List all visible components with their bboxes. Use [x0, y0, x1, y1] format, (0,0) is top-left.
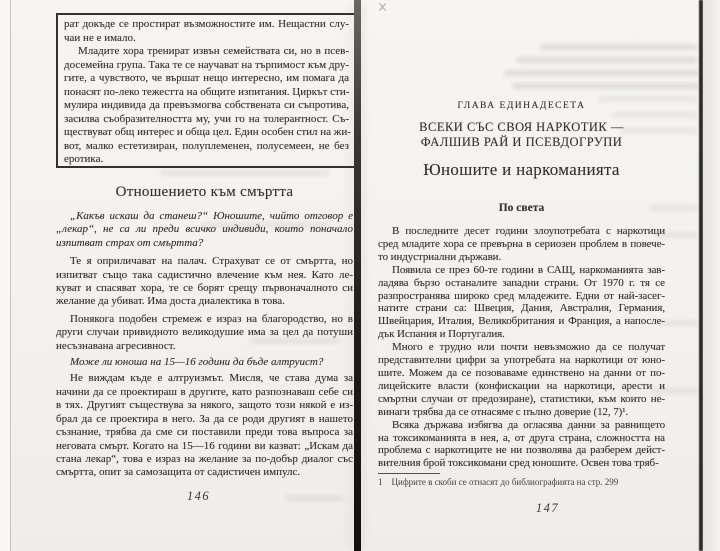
footnote	[378, 473, 665, 487]
bleed-through-artifact	[516, 57, 698, 63]
body-paragraph: Всяка държава избягва да огласява данни за равнището на токсикоманията в нея, а, от друга страна, сложността на проблема с наркотиците не ни позволява да разберем дейст- вителния брой токсикомани сред юношите. Освен това тряб-	[378, 418, 665, 470]
right-page-paragraphs	[378, 225, 665, 470]
boxed-paragraph: Младите хора тренират извън семействата си, но в псев- досемейна група. Така те се научават на търпимост към дру- гите, а чувството, че вършат нещо интересно, им помага да понасят по-леко тежестта на общите изпитания. Циркът сти- мулира индивида да превъзмогва собствената си съпротива, засилва съобразителността му, учи го на толерантност. Съ- ществуват общ интерес и обща цел. Един особен стил на жи- вот, малко естетизиран, полуплеменен, полусемеен, не без еротика.	[64, 45, 351, 165]
interview-question: „Какъв искаш да станеш?“ Юношите, чийто отговор е „лекар“, не са ли преди всичко индивиди, които поначало изпитват страх от смъртта?	[56, 210, 353, 249]
body-paragraph: Понякога подобен стремеж е израз на благородство, но в други случаи привидното великодушие има за цел да потуши несъзнавана агресивност.	[56, 312, 353, 352]
section-title-drugs: Юношите и наркоманията	[423, 160, 620, 179]
footnote-marker: 1	[378, 477, 383, 487]
chapter-title-line2: ФАЛШИВ РАЙ И ПСЕВДОГРУПИ	[420, 135, 623, 149]
footnote-text: Цифрите в скоби се отнасят до библиографията на стр. 299	[391, 477, 619, 487]
footnote-rule	[378, 473, 440, 474]
bleed-through-artifact	[504, 70, 700, 76]
bleed-through-artifact	[160, 170, 330, 176]
corner-pen-mark	[379, 3, 386, 11]
body-paragraph: Много е трудно или почти невъзможно да се получат представителни цифри за употребата на наркотици от юно- шите. Можем да се позоваваме единствено на данни от по- лицейските власти (конфискации на наркотици, арести и смъртни случаи от предозиране), статистики, към които не- винаги трябва да се отнасяме с пълно доверие (12, 7)¹.	[378, 341, 665, 418]
left-page-body	[56, 183, 353, 480]
body-paragraph: В последните десет години злоупотребата с наркотици сред младите хора се превърна в сериозен проблем в повече- то индустриални държави.	[378, 225, 665, 263]
page-number-right: 147	[535, 501, 560, 515]
bleed-through-artifact	[660, 320, 698, 326]
chapter-title	[378, 120, 665, 150]
chapter-label: ГЛАВА ЕДИНАДЕСЕТА	[457, 101, 586, 111]
right-page-body	[378, 101, 665, 470]
page-number-left: 146	[186, 489, 211, 503]
body-paragraph: Не виждам къде е алтруизмът. Мисля, че става дума за начини да се проектираш в другите, като разпознаваш себе си в тях. Другият съществува за някого, защото този някой е из- брал да се проектира в него. За да се роди другият в нашето съзнание, трябва да сме си поставили преди това въпроса за неговата смърт. Когато на 15—16 години ви казват: „Искам да стана лекар“, това е израз на желание за по-добър диалог със смъртта, опит за самозащита от садистичен импулс.	[56, 372, 353, 479]
chapter-title-line1: ВСЕКИ СЪС СВОЯ НАРКОТИК —	[419, 120, 624, 134]
interview-question: Може ли юноша на 15—16 години да бъде алтруист?	[70, 356, 324, 369]
left-paper-edge	[0, 0, 11, 551]
boxed-excerpt	[56, 13, 356, 168]
body-paragraph: Те я оприличават на палач. Страхуват се от смъртта, но изпитват също така садистично влечение към нея. Като ле- куват и спасяват хора, те се борят срещу първоначалното си желание да убиват. Има доста диалектика в това.	[56, 255, 353, 308]
book-gutter-shadow	[354, 0, 361, 551]
bleed-through-artifact	[540, 44, 698, 50]
bleed-through-artifact	[512, 83, 700, 89]
boxed-paragraph-continuation: рат докъде се простират възможностите им. Нещастни слу- чаи не е имало.	[64, 18, 349, 44]
section-heading-death: Отношението към смъртта	[115, 184, 294, 200]
body-paragraph: Появила се през 60-те години в САЩ, наркоманията зав- ладява бързо останалите западни страни. От 1970 г. тя се разпространява широко сред младежите. Едни от най-засег- натите страни са: Швеция, Дания, Австралия, Германия, Швейцария, Италия, Великобритания и Франция, а напосле- дък Испания и Португалия.	[378, 263, 665, 341]
scan-background-strip	[703, 0, 720, 551]
subsection-title-world: По света	[498, 202, 545, 214]
